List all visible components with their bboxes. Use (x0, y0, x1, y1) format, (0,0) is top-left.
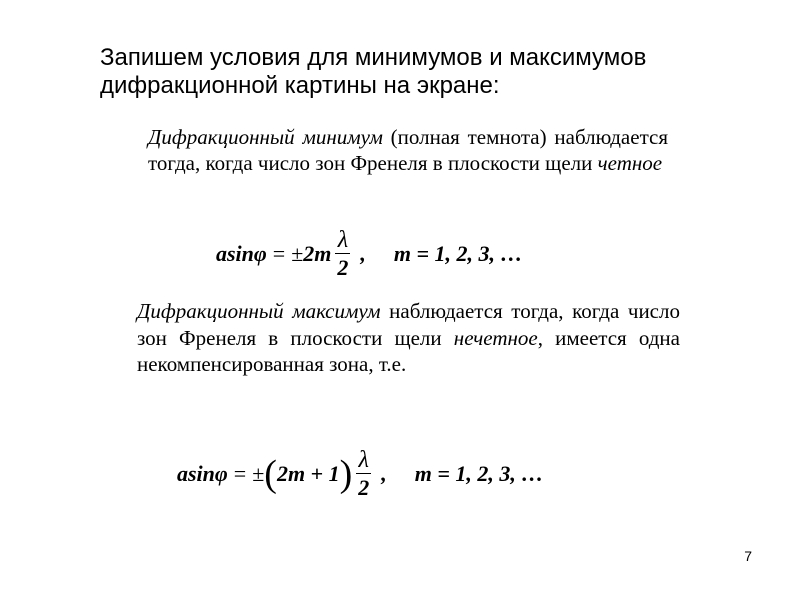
formula-comma: , (360, 241, 366, 266)
fraction-denominator: 2 (337, 254, 349, 280)
formula-comma: , (381, 461, 387, 486)
formula-inner-expression: 2m + 1 (276, 461, 340, 486)
minimum-emphasis: четное (597, 151, 663, 175)
equals-sign: = (272, 241, 286, 266)
formula-order-range: m = 1, 2, 3, … (393, 241, 523, 266)
lambda-over-two-fraction (335, 227, 350, 282)
lambda-over-two-fraction (356, 447, 371, 502)
minimum-text: (полная темнота) наблюдается тогда, когда число зон Френеля в плоскости щели (148, 125, 668, 175)
left-parenthesis: ( (264, 453, 277, 495)
formula-lhs: asinφ (216, 241, 267, 266)
right-parenthesis: ) (339, 453, 353, 495)
plus-minus-sign: ± (252, 461, 265, 486)
formula-lhs: asinφ (177, 461, 228, 486)
minimum-term: Дифракционный минимум (148, 125, 383, 149)
equals-sign: = (233, 461, 247, 486)
maximum-emphasis: нечетное (453, 325, 538, 350)
maximum-text-2: , имеется одна некомпенсированная зона, т.е. (137, 325, 680, 376)
maximum-term: Дифракционный максимум (137, 299, 381, 323)
plus-minus-sign: ± (291, 241, 304, 266)
page-number: 7 (744, 548, 752, 564)
maximum-formula (177, 438, 543, 510)
maximum-condition-paragraph (137, 298, 680, 378)
maximum-text-1: наблюдается тогда, когда число зон Френеля в плоскости щели (137, 299, 680, 350)
slide-heading (100, 44, 740, 100)
heading-line-1: Запишем условия для минимумов и максимумов (100, 44, 647, 71)
formula-order-range: m = 1, 2, 3, … (414, 461, 544, 486)
heading-line-2: дифракционной картины на экране: (100, 72, 500, 99)
fraction-numerator: λ (358, 446, 369, 473)
minimum-formula (216, 222, 523, 286)
formula-coefficient: 2m (303, 241, 332, 266)
fraction-denominator: 2 (358, 474, 370, 500)
fraction-numerator: λ (337, 226, 349, 253)
minimum-condition-paragraph (148, 124, 668, 176)
